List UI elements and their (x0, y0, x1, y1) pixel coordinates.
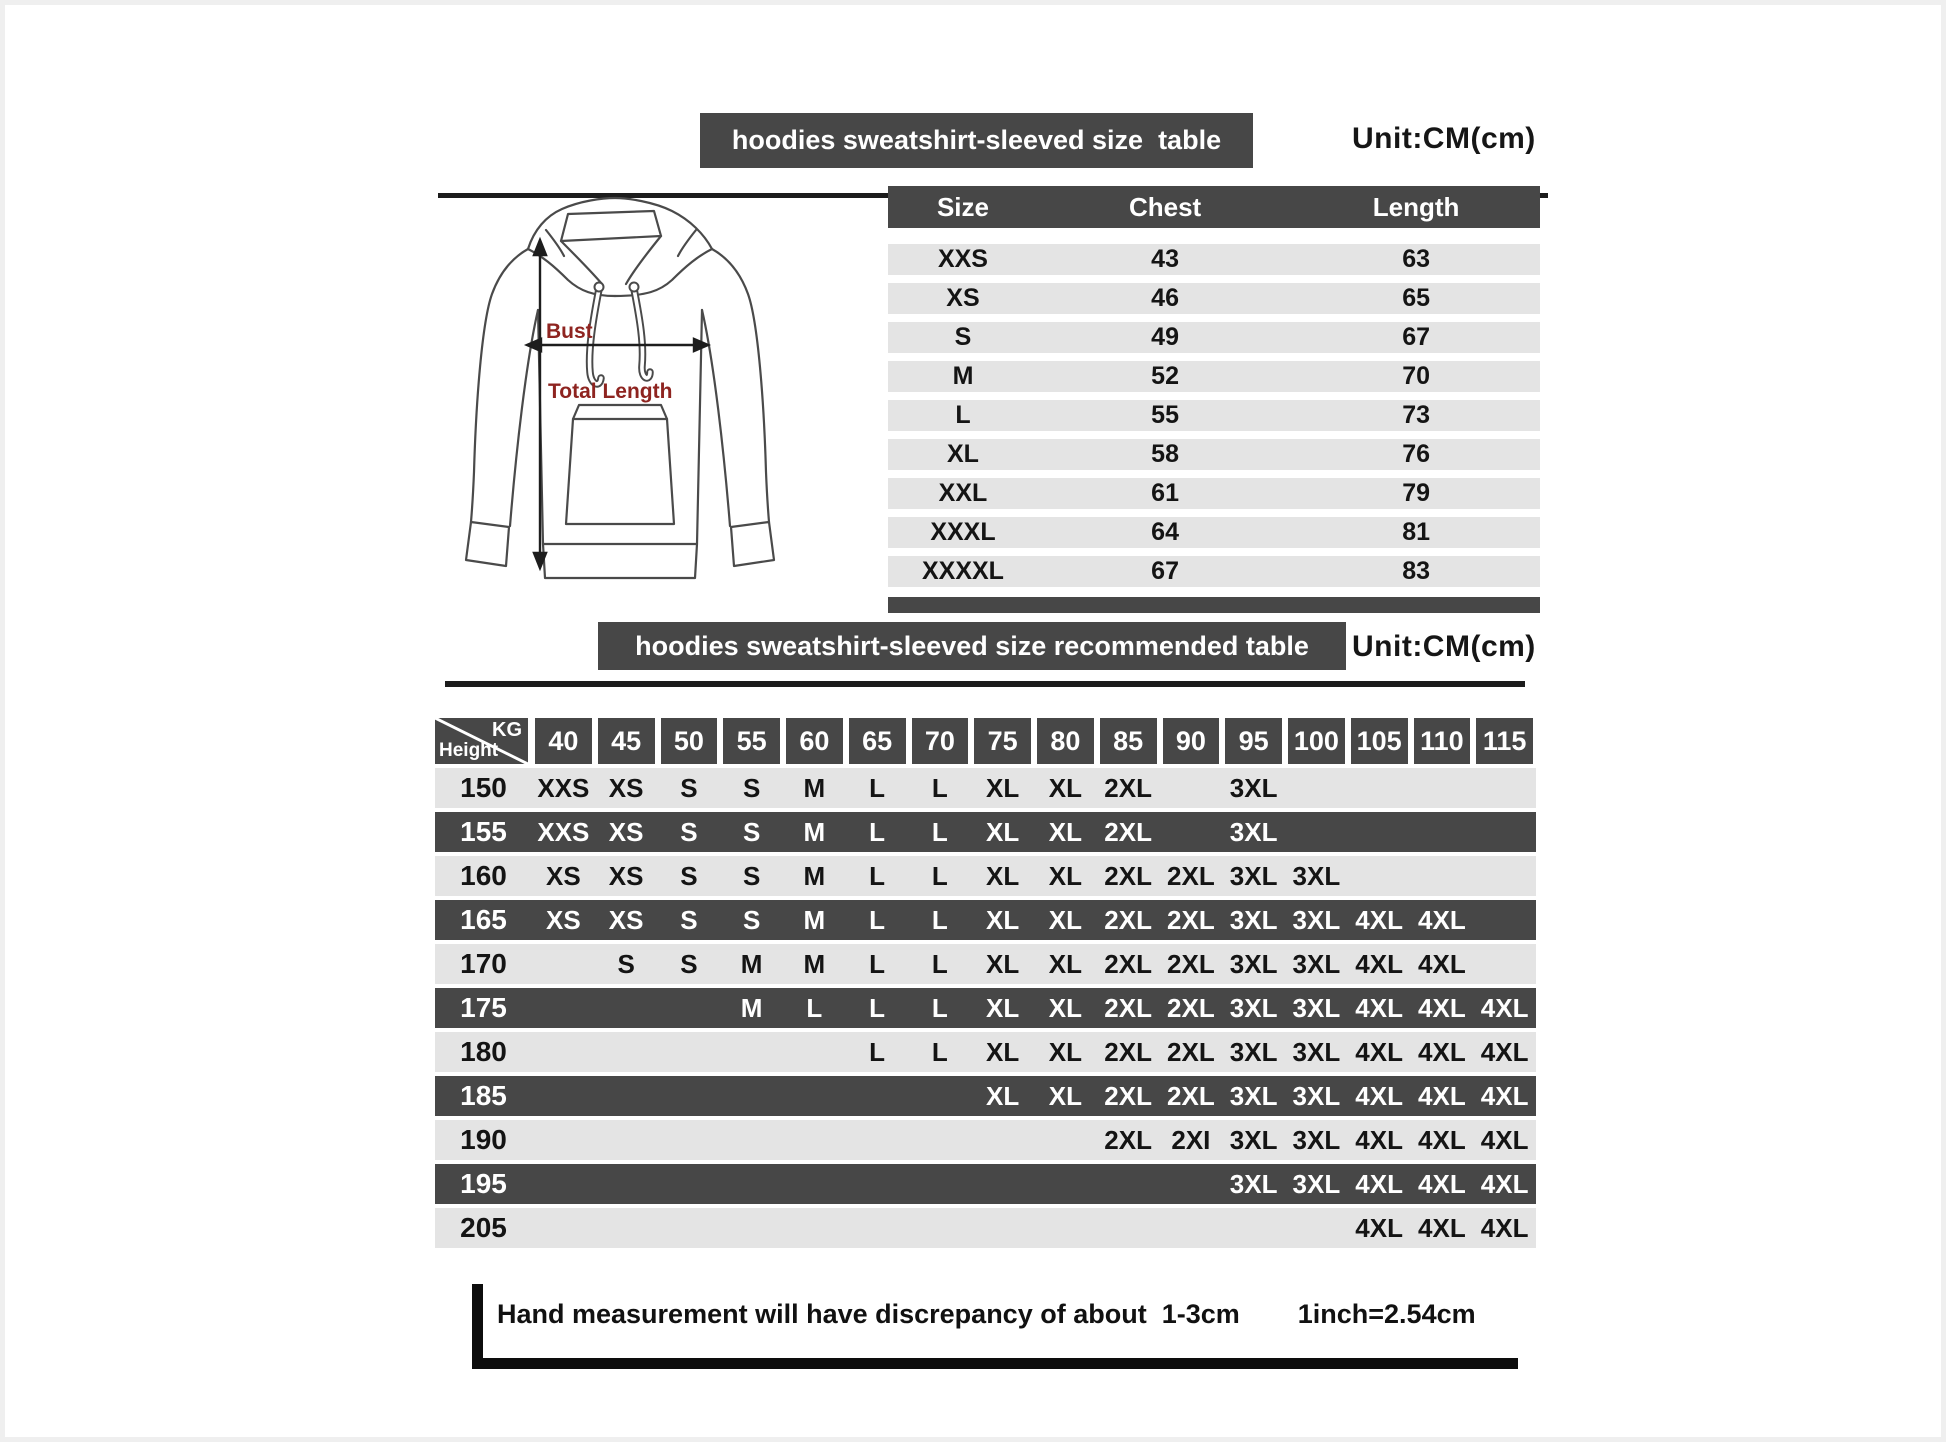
recommended-table-title: hoodies sweatshirt-sleeved size recommended table (635, 630, 1309, 661)
recommended-size-cell (1160, 812, 1223, 852)
table-cell: 63 (1402, 245, 1430, 273)
hoodie-measurement-diagram (450, 192, 790, 597)
recommended-size-cell (720, 1032, 783, 1072)
recommended-size-cell: 3XL (1229, 1080, 1278, 1111)
recommended-size-cell: L (869, 860, 886, 891)
recommended-size-cell: 2XL (1104, 1080, 1152, 1111)
recommended-size-cell: 4XL (1418, 904, 1466, 935)
recommended-size-cell (658, 1208, 721, 1248)
recommended-size-cell (532, 944, 595, 984)
weight-column-header: 60 (783, 718, 846, 764)
recommended-size-cell (1160, 768, 1223, 808)
table-cell: 70 (1402, 362, 1430, 390)
total-length-label: Total Length (548, 380, 673, 403)
size-table-body (888, 244, 1540, 587)
footnote-text: Hand measurement will have discrepancy of about 1-3cm (497, 1299, 1240, 1329)
table-cell: 67 (1402, 323, 1430, 351)
recommended-size-cell: 4XL (1355, 1036, 1403, 1067)
height-row-label: 175 (460, 992, 507, 1023)
table-cell: XL (947, 440, 979, 468)
height-row-label: 185 (460, 1080, 507, 1111)
table-cell: M (952, 362, 974, 390)
recommended-size-cell (783, 1164, 846, 1204)
height-row-label: 195 (460, 1168, 507, 1199)
recommended-size-cell: 4XL (1418, 1080, 1466, 1111)
unit-label-top: Unit:CM(cm) (1352, 122, 1536, 155)
recommended-size-cell: 2XL (1167, 992, 1215, 1023)
weight-column-header: 115 (1473, 718, 1536, 764)
length-column-header: Length (1372, 191, 1460, 222)
recommended-size-cell (1222, 1208, 1285, 1248)
recommended-size-cell: M (740, 992, 763, 1023)
height-row-label: 155 (460, 816, 507, 847)
table-cell: XXS (937, 245, 988, 273)
recommended-size-cell: M (803, 948, 826, 979)
table-cell: 61 (1151, 479, 1179, 507)
table-cell: S (954, 323, 972, 351)
recommended-size-cell: 3XL (1229, 904, 1278, 935)
recommended-size-cell: 4XL (1480, 1212, 1529, 1243)
recommended-size-cell: 4XL (1480, 1080, 1529, 1111)
recommended-size-cell (971, 1120, 1034, 1160)
recommended-size-cell: L (931, 860, 948, 891)
recommended-size-cell (532, 1208, 595, 1248)
recommended-size-cell (1473, 856, 1536, 896)
recommended-size-cell (595, 1120, 658, 1160)
inch-conversion-text: 1inch=2.54cm (1297, 1299, 1476, 1329)
recommended-size-cell (1160, 1208, 1223, 1248)
recommended-size-cell (532, 1120, 595, 1160)
recommended-size-cell: 3XL (1229, 1168, 1278, 1199)
recommended-size-cell: 4XL (1355, 904, 1403, 935)
matrix-row (435, 900, 1536, 940)
recommended-size-cell: XS (546, 860, 581, 891)
recommended-size-cell: 4XL (1480, 1036, 1529, 1067)
recommended-size-cell (783, 1076, 846, 1116)
size-column-header: Size (936, 191, 989, 222)
recommended-size-cell: 3XL (1229, 992, 1278, 1023)
recommended-size-cell: L (869, 992, 886, 1023)
recommended-size-cell: XS (608, 860, 644, 891)
recommended-size-cell (971, 1164, 1034, 1204)
matrix-body (435, 768, 1536, 1248)
recommended-size-cell (1034, 1208, 1097, 1248)
recommended-size-cell: 2XL (1104, 772, 1152, 803)
table-cell: 55 (1151, 401, 1179, 429)
recommended-size-cell: 4XL (1418, 1124, 1466, 1155)
recommended-size-cell (532, 1164, 595, 1204)
recommended-size-cell: 2XL (1104, 1124, 1152, 1155)
recommended-size-cell: M (803, 904, 826, 935)
recommended-size-cell: 2XL (1167, 904, 1215, 935)
recommended-size-cell: 2XL (1167, 860, 1215, 891)
recommended-size-cell (1285, 812, 1348, 852)
recommended-size-cell: 2XL (1104, 860, 1152, 891)
height-row-label: 170 (460, 948, 507, 979)
corner-height-label: Height (439, 740, 499, 761)
recommended-size-cell: L (931, 816, 948, 847)
table-cell: 65 (1402, 284, 1430, 312)
recommended-size-cell (1473, 812, 1536, 852)
table-row (888, 439, 1540, 470)
table-row (888, 478, 1540, 509)
table-cell: XS (946, 284, 980, 312)
recommended-size-cell (1285, 1208, 1348, 1248)
recommended-size-cell (1034, 1164, 1097, 1204)
recommended-size-cell: 2XL (1167, 948, 1215, 979)
recommended-size-cell: XS (546, 904, 581, 935)
recommended-size-cell: 3XL (1292, 1168, 1341, 1199)
recommended-size-cell: 3XL (1292, 860, 1341, 891)
recommended-size-cell: 3XL (1292, 904, 1341, 935)
recommended-size-cell (595, 1032, 658, 1072)
bust-label: Bust (546, 320, 593, 343)
table-row (888, 361, 1540, 392)
table-cell: 58 (1151, 440, 1179, 468)
weight-column-header: 55 (720, 718, 783, 764)
recommended-size-cell: S (742, 772, 761, 803)
recommended-size-cell: XL (1048, 816, 1082, 847)
recommended-size-cell: S (680, 904, 698, 935)
size-table-footer-bar (888, 597, 1540, 613)
recommended-size-cell (783, 1032, 846, 1072)
table-row (888, 517, 1540, 548)
recommended-size-cell (532, 1032, 595, 1072)
table-cell: 52 (1151, 362, 1179, 390)
recommended-size-cell: S (742, 816, 761, 847)
recommended-size-cell: 4XL (1418, 948, 1466, 979)
recommended-size-cell (720, 1076, 783, 1116)
height-row-label: 160 (460, 860, 507, 891)
recommended-size-cell: XL (986, 816, 1020, 847)
height-row-label: 205 (460, 1212, 507, 1243)
recommended-size-cell (658, 1076, 721, 1116)
recommended-size-cell: L (931, 948, 948, 979)
recommended-size-cell (595, 988, 658, 1028)
recommended-size-cell (909, 1164, 972, 1204)
recommended-size-cell: 3XL (1292, 1124, 1341, 1155)
weight-column-header: 45 (595, 718, 658, 764)
recommended-size-cell (720, 1120, 783, 1160)
matrix-row (435, 1120, 1536, 1160)
recommended-size-cell: 4XL (1355, 948, 1403, 979)
recommended-size-cell: XL (986, 1036, 1020, 1067)
unit-label-bottom: Unit:CM(cm) (1352, 630, 1536, 663)
table-cell: 81 (1402, 518, 1430, 546)
table-cell: 43 (1151, 245, 1179, 273)
recommended-size-cell (1473, 768, 1536, 808)
recommended-size-cell: 4XL (1418, 1168, 1466, 1199)
recommended-size-cell (1097, 1164, 1160, 1204)
recommended-size-cell: XL (986, 772, 1020, 803)
recommended-size-cell: XL (986, 904, 1020, 935)
recommended-size-cell (658, 988, 721, 1028)
recommended-size-cell: 2XL (1167, 1036, 1215, 1067)
matrix-header-row (435, 718, 1536, 764)
table-cell: 73 (1402, 401, 1430, 429)
matrix-row (435, 1032, 1536, 1072)
footnote-horizontal-bar (472, 1358, 1518, 1369)
recommended-size-cell (1285, 768, 1348, 808)
height-row-label: 190 (460, 1124, 507, 1155)
recommended-size-cell: XXS (537, 772, 590, 803)
table-cell: 64 (1151, 518, 1179, 546)
table-cell: 79 (1402, 479, 1430, 507)
recommended-table-title-bar (598, 622, 1346, 670)
recommended-size-cell: L (931, 1036, 948, 1067)
recommended-size-cell: 4XL (1355, 1124, 1403, 1155)
table-row (888, 556, 1540, 587)
recommended-size-cell: S (680, 772, 698, 803)
chest-column-header: Chest (1128, 191, 1202, 222)
recommended-size-cell: 3XL (1229, 860, 1278, 891)
table-row (888, 244, 1540, 275)
recommended-size-cell: XL (1048, 948, 1082, 979)
recommended-size-cell: XL (986, 1080, 1020, 1111)
recommended-size-cell: L (869, 772, 886, 803)
recommended-size-cell (1411, 768, 1474, 808)
recommended-size-cell (1473, 944, 1536, 984)
hoodie-line-drawing (450, 192, 790, 597)
height-row-label: 180 (460, 1036, 507, 1067)
recommended-size-cell: M (803, 772, 826, 803)
weight-column-header: 100 (1285, 718, 1348, 764)
recommended-size-cell (658, 1164, 721, 1204)
recommended-size-cell (532, 988, 595, 1028)
recommended-size-cell: XL (1048, 772, 1082, 803)
total-length-arrow (534, 240, 546, 568)
recommended-size-cell (846, 1164, 909, 1204)
recommended-size-cell: XL (1048, 992, 1082, 1023)
recommended-size-cell: 3XL (1292, 1036, 1341, 1067)
footnote (472, 1284, 1518, 1374)
recommended-size-cell: 3XL (1229, 1036, 1278, 1067)
recommended-size-cell: 3XL (1229, 1124, 1278, 1155)
recommended-size-cell (783, 1208, 846, 1248)
recommended-size-cell: 4XL (1480, 1168, 1529, 1199)
weight-column-header: 85 (1097, 718, 1160, 764)
height-row-label: 165 (460, 904, 507, 935)
matrix-row (435, 1076, 1536, 1116)
recommended-size-cell: 4XL (1480, 1124, 1529, 1155)
recommended-size-cell (595, 1076, 658, 1116)
recommended-size-cell: 2XL (1104, 816, 1152, 847)
size-table (888, 186, 1540, 613)
matrix-row (435, 1208, 1536, 1248)
recommended-size-cell: 2XL (1104, 1036, 1152, 1067)
recommended-size-cell: 4XL (1355, 1168, 1403, 1199)
recommended-size-cell: XL (1048, 904, 1082, 935)
table-cell: XXXXL (921, 557, 1004, 585)
corner-kg-label: KG (492, 719, 522, 741)
matrix-row (435, 768, 1536, 808)
recommended-size-cell (1411, 812, 1474, 852)
recommended-size-cell: M (803, 860, 826, 891)
recommended-size-cell: 3XL (1292, 948, 1341, 979)
recommended-size-cell: 4XL (1418, 1036, 1466, 1067)
recommended-size-cell: S (617, 948, 635, 979)
recommended-size-cell: L (869, 1036, 886, 1067)
recommended-size-cell (846, 1208, 909, 1248)
table-row (888, 283, 1540, 314)
recommended-size-cell (1160, 1164, 1223, 1204)
weight-column-header: 40 (532, 718, 595, 764)
recommended-size-cell: 4XL (1355, 992, 1403, 1023)
recommended-size-cell: XL (986, 948, 1020, 979)
recommended-size-cell: XS (608, 904, 644, 935)
matrix-row (435, 944, 1536, 984)
recommended-size-cell: XXS (537, 816, 590, 847)
recommended-size-cell (595, 1208, 658, 1248)
recommended-size-cell (658, 1120, 721, 1160)
size-table-title: hoodies sweatshirt-sleeved size table (731, 125, 1222, 155)
recommended-size-cell: XL (986, 860, 1020, 891)
recommended-size-cell: S (680, 948, 698, 979)
recommended-size-cell: M (803, 816, 826, 847)
recommended-size-cell: L (869, 948, 886, 979)
weight-column-header: 50 (658, 718, 721, 764)
recommended-size-cell: S (680, 860, 698, 891)
footnote-vertical-bar (472, 1284, 483, 1369)
table-cell: 46 (1151, 284, 1179, 312)
weight-column-header: 65 (846, 718, 909, 764)
recommended-size-cell: 3XL (1292, 1080, 1341, 1111)
recommended-size-cell (595, 1164, 658, 1204)
recommended-size-cell: 2XL (1104, 904, 1152, 935)
weight-column-header: 80 (1034, 718, 1097, 764)
recommended-size-cell (532, 1076, 595, 1116)
recommended-size-cell: S (742, 904, 761, 935)
recommended-size-cell (1411, 856, 1474, 896)
weight-column-header: 95 (1222, 718, 1285, 764)
matrix-row (435, 988, 1536, 1028)
recommended-size-cell (1348, 856, 1411, 896)
recommended-size-cell (1034, 1120, 1097, 1160)
divider-bottom (445, 681, 1525, 687)
table-cell: L (955, 401, 971, 429)
table-cell: 49 (1151, 323, 1179, 351)
recommended-size-cell: 2XI (1171, 1124, 1211, 1155)
recommended-size-cell: 2XL (1167, 1080, 1215, 1111)
recommended-size-cell (909, 1076, 972, 1116)
size-table-title-bar (700, 113, 1253, 168)
recommended-size-cell (971, 1208, 1034, 1248)
matrix-row (435, 812, 1536, 852)
recommended-size-cell (1348, 812, 1411, 852)
recommended-size-cell: XL (986, 992, 1020, 1023)
recommended-size-table (435, 718, 1536, 1248)
recommended-size-cell: XL (1048, 1036, 1082, 1067)
recommended-size-cell: XL (1048, 1080, 1082, 1111)
recommended-size-cell: S (742, 860, 761, 891)
table-cell: XXXL (930, 518, 996, 546)
recommended-size-cell: XS (608, 772, 644, 803)
table-cell: 67 (1151, 557, 1179, 585)
recommended-size-cell: 2XL (1104, 948, 1152, 979)
recommended-size-cell (909, 1208, 972, 1248)
recommended-size-cell: 3XL (1229, 816, 1278, 847)
table-cell: 76 (1402, 440, 1430, 468)
recommended-size-cell (1348, 768, 1411, 808)
recommended-size-cell: L (869, 904, 886, 935)
recommended-size-cell: L (869, 816, 886, 847)
recommended-size-cell: 4XL (1480, 992, 1529, 1023)
table-row (888, 322, 1540, 353)
recommended-size-cell (720, 1208, 783, 1248)
recommended-size-cell: L (931, 904, 948, 935)
recommended-size-cell: L (806, 992, 823, 1023)
matrix-corner-cell (435, 718, 532, 764)
recommended-size-cell: L (931, 772, 948, 803)
recommended-size-cell: 4XL (1418, 1212, 1466, 1243)
recommended-size-cell: 3XL (1229, 772, 1278, 803)
weight-column-header: 110 (1411, 718, 1474, 764)
weight-column-header: 70 (909, 718, 972, 764)
weight-column-header: 105 (1348, 718, 1411, 764)
recommended-size-cell: S (680, 816, 698, 847)
recommended-size-cell: 3XL (1292, 992, 1341, 1023)
recommended-size-cell: XL (1048, 860, 1082, 891)
size-table-header (888, 186, 1540, 228)
recommended-size-cell: L (931, 992, 948, 1023)
recommended-size-cell: 4XL (1355, 1080, 1403, 1111)
recommended-size-cell (783, 1120, 846, 1160)
recommended-size-cell: 3XL (1229, 948, 1278, 979)
recommended-size-cell (846, 1076, 909, 1116)
recommended-size-cell (720, 1164, 783, 1204)
matrix-row (435, 856, 1536, 896)
recommended-size-cell: M (740, 948, 763, 979)
height-row-label: 150 (460, 772, 507, 803)
table-cell: XXL (938, 479, 988, 507)
recommended-size-cell: 2XL (1104, 992, 1152, 1023)
recommended-size-cell (846, 1120, 909, 1160)
weight-column-header: 90 (1160, 718, 1223, 764)
table-row (888, 400, 1540, 431)
recommended-size-cell (909, 1120, 972, 1160)
recommended-size-cell: 4XL (1418, 992, 1466, 1023)
weight-column-header: 75 (971, 718, 1034, 764)
recommended-size-cell (1097, 1208, 1160, 1248)
recommended-size-cell: 4XL (1355, 1212, 1403, 1243)
recommended-size-cell: XS (608, 816, 644, 847)
recommended-size-cell (658, 1032, 721, 1072)
matrix-row (435, 1164, 1536, 1204)
table-cell: 83 (1402, 557, 1430, 585)
recommended-size-cell (1473, 900, 1536, 940)
